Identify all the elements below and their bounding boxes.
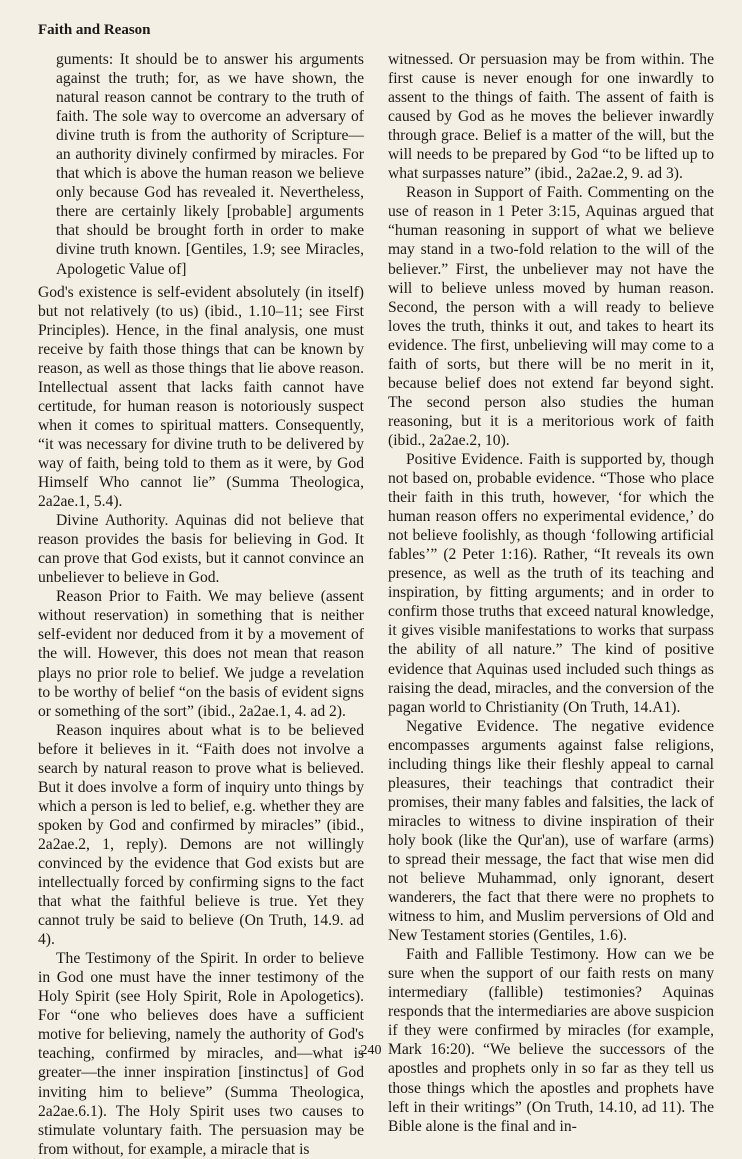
paragraph-reason-prior-to-faith: Reason Prior to Faith. We may believe (assent without reservation) in something that is neither self-evident nor deduced from it by a movement of the will. However, this does not mean that reason plays no prior role to belief. We judge a revelation to be worthy of belief “on the basis of evident signs or something of the sort” (ibid., 2a2ae.1, 4. ad 2). (38, 588, 364, 720)
quote-text: guments: It should be to answer his arguments against the truth; for, as we have shown, the natural reason cannot be contrary to the truth of faith. The sole way to overcome an adversary of divine truth is from the authority of Scripture—an authority divinely confirmed by miracles. For that which is above the human reason we believe only because God has revealed it. Nevertheless, there are certainly likely [probable] arguments that should be brought forth in order to make divine truth known. [Gentiles, 1.9; see Miracles, Apologetic Value of] (56, 51, 364, 278)
paragraph: Reason inquires about what is to be believed before it believes in it. “Faith does not involve a search by natural reason to prove what is believed. But it does involve a form of inquiry unto things by which a person is led to belief, e.g. whether they are spoken by God and confirmed by miracles” (ibid., 2a2ae.2, 1, reply). Demons are not willingly convinced by the evidence that God exists but are intellectually forced by confirming signs to the fact that what the faithful believe is true. Yet they cannot truly be said to believe (On Truth, 14.9. ad 4). (38, 721, 364, 949)
paragraph: witnessed. Or persuasion may be from within. The first cause is never enough for one inwardly to assent to the things of faith. The assent of faith is caused by God as he moves the believer inwardly through grace. Belief is a matter of the will, but the will needs to be prepared by God “to be lifted up to what surpasses nature” (ibid., 2a2ae.2, 9. ad 3). (388, 51, 714, 183)
paragraph-fallible-testimony: Faith and Fallible Testimony. How can we be sure when the support of our faith rests on many intermediary (fallible) testimonies? Aquinas responds that the intermediaries are above suspicion if they were confirmed by miracles (for example, Mark 16:20). “We believe the successors of the apostles and prophets only in so far as they tell us those things which the apostles and prophets have left in their writings” (On Truth, 14.10, ad 11). The Bible alone is the final and in- (388, 946, 714, 1135)
page-number: 240 (360, 1043, 382, 1058)
paragraph-positive-evidence: Positive Evidence. Faith is supported by, though not based on, probable evidence. “Those who place their faith in this truth, however, ‘for which the human reason offers no experimental evidence,’ do not believe foolishly, as though ‘following artificial fables’” (2 Peter 1:16). Rather, “It reveals its own presence, as well as the truth of its teaching and inspiration, by fitting arguments; and in order to confirm those truths that exceed natural knowledge, it gives visible manifestations to works that surpass the ability of all nature.” The kind of positive evidence that Aquinas used included such things as raising the dead, miracles, and the conversion of the pagan world to Christianity (On Truth, 14.A1). (388, 450, 714, 716)
paragraph-reason-in-support: Reason in Support of Faith. Commenting on the use of reason in 1 Peter 3:15, Aquinas argued that “human reasoning in support of what we believe may stand in a two-fold relation to the will of the believer.” First, the unbeliever may not have the will to believe unless moved by human reason. Second, the person with a will ready to believe loves the truth, thinks it out, and takes to heart its evidence. The first, unbelieving will may come to a faith of sorts, but there will be no merit in it, because belief does not extend far beyond sight. The second person also studies the human reasoning, but it is a meritorious work of faith (ibid., 2a2ae.2, 10). (388, 184, 714, 449)
left-column (38, 50, 364, 1159)
running-head: Faith and Reason (38, 22, 151, 38)
paragraph-divine-authority: Divine Authority. Aquinas did not believe that reason provides the basis for believing in God. It can prove that God exists, but it cannot convince an unbeliever to believe in God. (38, 512, 364, 587)
paragraph: God's existence is self-evident absolutely (in itself) but not relatively (to us) (ibid., 1.10–11; see First Principles). Hence, in the final analysis, one must receive by faith those things that can be known by reason, as well as those things that lie above reason. Intellectual assent that lacks faith cannot have certitude, for human reason is notoriously suspect when it comes to spiritual matters. Consequently, “it was necessary for divine truth to be delivered by way of faith, being told to them as it were, by God Himself Who cannot lie” (Summa Theologica, 2a2ae.1, 5.4). (38, 283, 364, 511)
block-quote (38, 50, 364, 279)
paragraph-negative-evidence: Negative Evidence. The negative evidence encompasses arguments against false religions, including things like their fleshly appeal to carnal pleasures, their teachings that contradict their promises, their many fables and falsities, the lack of miracles to witness to divine inspiration of their holy book (like the Qur'an), use of warfare (arms) to spread their message, the fact that wise men did not believe Muhammad, only ignorant, desert wanderers, the fact that there were no prophets to witness to him, and Muslim perversions of Old and New Testament stories (Gentiles, 1.6). (388, 717, 714, 945)
right-column (388, 50, 714, 1136)
paragraph-testimony-of-spirit: The Testimony of the Spirit. In order to believe in God one must have the inner testimony of the Holy Spirit (see Holy Spirit, Role in Apologetics). For “one who believes does have a sufficient motive for believing, namely the authority of God's teaching, confirmed by miracles, and—what is greater—the inner inspiration [instinctus] of God inviting him to believe” (Summa Theologica, 2a2ae.6.1). The Holy Spirit uses two causes to stimulate voluntary faith. The persuasion may be from without, for example, a miracle that is (38, 950, 364, 1158)
